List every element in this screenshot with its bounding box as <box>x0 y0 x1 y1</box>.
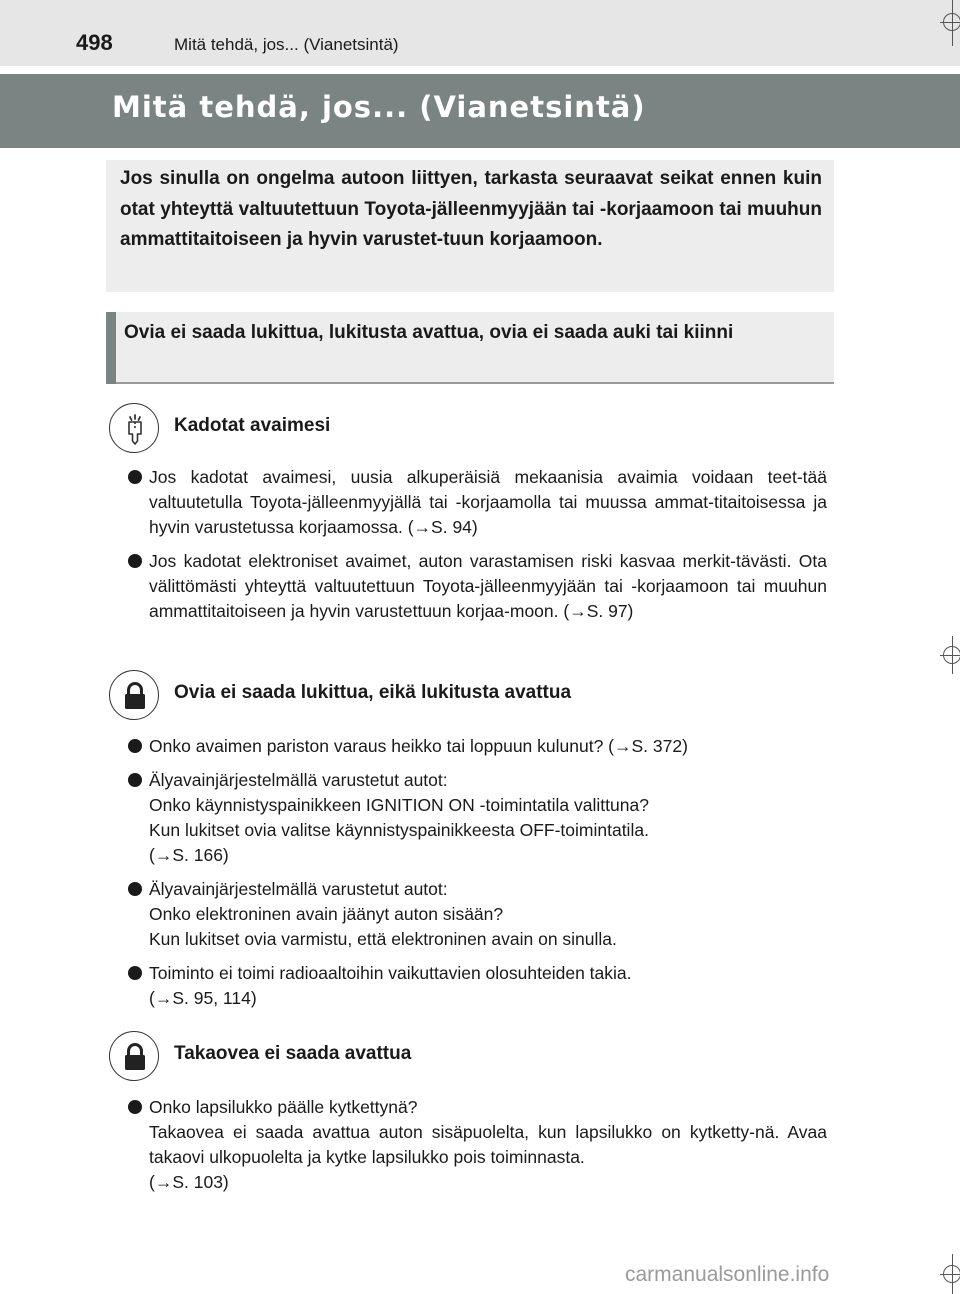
list-item <box>149 1095 827 1195</box>
item-line: Älyavainjärjestelmällä varustetut autot: <box>149 770 448 790</box>
intro-text: Jos sinulla on ongelma autoon liittyen, tarkasta seuraavat seikat ennen kuin otat yhteyttä valtuutettuun Toyota-jälleenmyyjään tai -korjaamoon tai muuhun ammattitaitoiseen ja hyvin varustet-tuun korjaamoon. <box>120 168 822 250</box>
bullet <box>128 966 142 980</box>
section-heading: Ovia ei saada lukittua, lukitusta avattua, ovia ei saada auki tai kiinni <box>124 322 734 343</box>
section-accent-bar <box>106 312 116 384</box>
padlock-icon <box>109 670 159 720</box>
crop-mark <box>943 13 960 31</box>
page-title: Mitä tehdä, jos... (Vianetsintä) <box>112 90 646 124</box>
watermark: carmanualsonline.info <box>625 1263 830 1286</box>
list-item: Jos kadotat elektroniset avaimet, auton varastamisen riski kasvaa merkit-tävästi. Ota välittömästi yhteyttä valtuutettuun Toyota-jälleenmyyjään tai -korjaamoon tai muuhun ammattitaitoiseen ja hyvin varustettuun korjaa-moon. (→S. 97) <box>149 551 827 621</box>
item-line: Kun lukitset ovia valitse käynnistyspainikkeesta OFF-toimintatila. <box>149 820 649 840</box>
crop-mark <box>943 1265 960 1283</box>
item-text: Takaovea ei saada avattua auton sisäpuolelta, kun lapsilukko on kytketty-nä. Avaa takaovi ulkopuolelta ja kytke lapsilukko pois toiminnasta. <box>149 1122 827 1167</box>
list-item <box>149 768 827 868</box>
item-line: Toiminto ei toimi radioaaltoihin vaikuttavien olosuhteiden takia. <box>149 963 632 983</box>
subsection-heading-lost-keys: Kadotat avaimesi <box>174 415 331 436</box>
bullet <box>128 773 142 787</box>
key-icon <box>109 403 159 453</box>
list-item: Jos kadotat avaimesi, uusia alkuperäisiä mekaanisia avaimia voidaan teet-tää valtuutetulla Toyota-jälleenmyyjällä tai -korjaamolla tai muussa ammat-titaitoisessa ja hyvin varustetussa korjaamossa. (→S. 94) <box>149 467 827 537</box>
bullet <box>128 1100 142 1114</box>
running-title: Mitä tehdä, jos... (Vianetsintä) <box>174 35 399 54</box>
item-ref: (→S. 103) <box>149 1172 229 1192</box>
running-header <box>0 0 960 66</box>
item-line: Onko elektroninen avain jäänyt auton sisään? <box>149 904 504 924</box>
item-line: Onko avaimen pariston varaus heikko tai loppuun kulunut? (→S. 372) <box>149 736 688 756</box>
bullet <box>128 554 142 568</box>
list-item <box>149 961 827 1011</box>
subsection-heading-locking: Ovia ei saada lukittua, eikä lukitusta avattua <box>174 682 572 703</box>
subsection-heading-rear-door: Takaovea ei saada avattua <box>174 1043 412 1064</box>
bullet <box>128 739 142 753</box>
bullet <box>128 470 142 484</box>
crop-mark <box>943 646 960 664</box>
bullet <box>128 882 142 896</box>
page-number: 498 <box>76 30 113 55</box>
list-item <box>149 734 827 759</box>
item-line: Kun lukitset ovia varmistu, että elektroninen avain on sinulla. <box>149 929 617 949</box>
item-line: (→S. 95, 114) <box>149 988 257 1008</box>
item-line: Onko käynnistyspainikkeen IGNITION ON -toimintatila valittuna? <box>149 795 649 815</box>
list-item <box>149 877 827 952</box>
item-line: Älyavainjärjestelmällä varustetut autot: <box>149 879 448 899</box>
item-line: (→S. 166) <box>149 845 229 865</box>
padlock-icon <box>109 1031 159 1081</box>
item-line: Onko lapsilukko päälle kytkettynä? <box>149 1097 418 1117</box>
